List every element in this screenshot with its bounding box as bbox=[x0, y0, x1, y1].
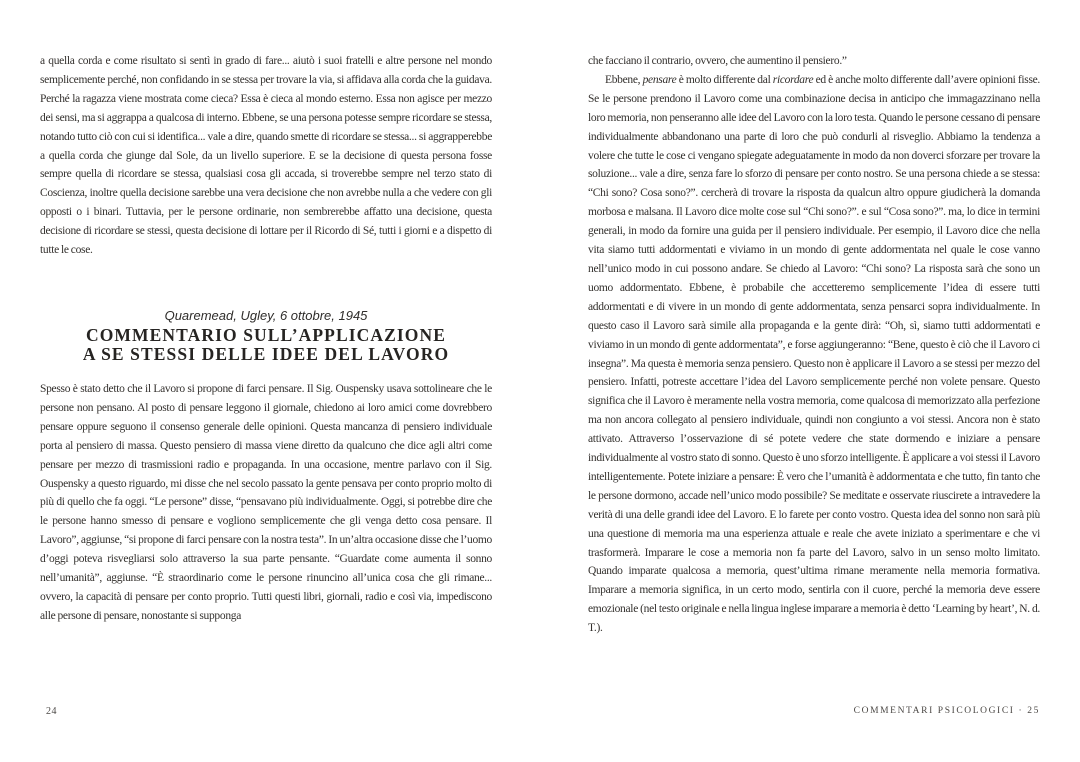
running-footer-separator: · bbox=[1018, 706, 1024, 716]
body-paragraph bbox=[40, 380, 492, 626]
text-run: Spesso è stato detto che il Lavoro si propone di farci pensare. Il Sig. Ouspensky usava sottolineare che le persone non pensano. Al posto di pensare leggono il giornale, chiedono ai loro amici come dovrebbero pensare oppure seguono il consenso generale delle opinioni. Questa mancanza di pensiero individuale porta al pensiero di massa. Questo pensiero di massa viene diretto da qualcuno che dice agli altri come pensare per mezzo di trasmissioni radio e propaganda. In una occasione, mentre parlavo con il Sig. Ouspensky a questo riguardo, mi disse che nel secolo passato la gente pensava per conto proprio molto di più di quello che fa oggi. “Le persone” disse, “pensavano più individualmente. Oggi, si potrebbe dire che le persone hanno smesso di pensare e vogliono semplicemente che gli venga detto cosa pensare. Il Lavoro”, aggiunse, “si propone di farci pensare con la nostra testa”. In un’altra occasione disse che l’uomo d’oggi poteva risvegliarsi solo attraverso la sua parte pensante. “Guardate come aumenta il sonno nell’umanità”, aggiunse. “È straordinario come le persone rinuncino all’unica cosa che gli rimane... ovvero, la capacità di pensare per conto proprio. Tutti questi libri, giornali, radio e così via, impediscono alle persone di pensare, nonostante si supponga bbox=[40, 382, 492, 622]
text-run: a quella corda e come risultato si sentì in grado di fare... aiutò i suoi fratelli e altre persone nel mondo semplicemente perché, non confidando in se stessa per trovare la via, si affidava alla corda che la guidava. Perché la ragazza viene mostrata come cieca? Essa è cieca al mondo esterno. Essa non agisce per mezzo dei sensi, ma si aggrappa a qualcosa di interno. Ebbene, se una persona potesse sempre ricordare se stessa, notando tutto ciò con cui si identifica... vale a dire, quando smette di ricordare se stessa... si aggrapperebbe a quella corda che giunge dal Sole, da un livello superiore. E se la decisione di questa persona fosse sempre quella di ricordare se stessa, qualsiasi cosa gli accada, si troverebbe sempre nel terzo stato di Coscienza, inoltre quella decisione sarebbe una vera decisione che non avrebbe nulla a che vedere con gli opposti o i binari. Tuttavia, per le persone ordinarie, non sembrerebbe affatto una decisione, questa decisione di ricordare se stessi, questa decisione di lottare per il Ricordo di Sé, tutti i giorni e a dispetto di tutte le cose. bbox=[40, 55, 492, 257]
right-column bbox=[588, 52, 1040, 638]
section-title-line-1: COMMENTARIO SULL’APPLICAZIONE bbox=[85, 324, 447, 345]
body-paragraph bbox=[588, 52, 1040, 71]
page-number-left: 24 bbox=[46, 706, 57, 717]
running-footer-title: COMMENTARI PSICOLOGICI bbox=[853, 706, 1015, 716]
text-run: ricordare bbox=[772, 73, 814, 86]
section-title bbox=[40, 326, 492, 365]
text-run: che facciano il contrario, ovvero, che aumentino il pensiero.” bbox=[588, 55, 847, 67]
text-run: Ebbene, bbox=[605, 73, 643, 86]
section-title-line-2: A SE STESSI DELLE IDEE DEL LAVORO bbox=[82, 344, 450, 365]
section-dateline: Quaremead, Ugley, 6 ottobre, 1945 bbox=[164, 307, 368, 323]
page-number-right: 25 bbox=[1027, 706, 1040, 716]
body-paragraph bbox=[40, 52, 492, 260]
text-run: ed è anche molto differente dall’avere opinioni fisse. Se le persone prendono il Lavoro come una combinazione decisa in anticipo che immagazzinano nella loro memoria, non penseranno alle idee del Lavoro con la loro testa. Quando le persone cessano di pensare individualmente abbandonano una parte di loro che può condurli al risveglio. Abbiamo la tendenza a volere che tutte le cose ci vengano spiegate adeguatamente in modo da non doverci sforzare per trovare la soluzione... vale a dire, senza fare lo sforzo di pensare per conto nostro. Se una persona chiede a se stessa: “Chi sono? Cosa sono?”. cercherà di trovare la risposta da qualcun altro oppure giudicherà la domanda morbosa e malsana. Il Lavoro dice molte cose sul “Chi sono?”. e sul “Cosa sono?”. ma, lo dice in termini generali, in modo da fornire una guida per il pensiero individuale. Per esempio, il Lavoro dice che nella vita siamo tutti addormentati e viviamo in un mondo di gente addormentata nel quale le cose vanno nell’unico modo in cui possono andare. Se chiedo al Lavoro: “Chi sono? La risposta sarà che sono un uomo addormentato. Ebbene, è probabile che accetteremo semplicemente l’idea di essere tutti addormentati e di vivere in un mondo di gente addormentata, senza pensarci sopra individualmente. In questo caso il Lavoro sarà simile alla propaganda e la gente dirà: “Oh, sì, siamo tutti addormentati e viviamo in un mondo di gente addormentata”, e forse aggiungeranno: “Bene, questo è ciò che il Lavoro ci insegna”. Ma questa è memoria senza pensiero. Questo non è applicare il Lavoro a se stessi per mezzo del pensiero. Infatti, potreste accettare l’idea del Lavoro semplicemente perché non volete pensare. Questo significa che il Lavoro è meramente nella vostra memoria, come qualcosa di memorizzato alla perfezione ma non ancora collegato al pensiero individuale, quindi non congiunto a voi stessi. Ancora non è stato attivato. Attraverso l’osservazione di sé potete vedere che state dormendo e iniziare a pensare individualmente al vostro stato di sonno. Questo è uno sforzo intelligente. È applicare a voi stessi il Lavoro intelligentemente. Potete iniziare a pensare: È vero che l’umanità è addormentata e che tutto, fin tanto che le persone dormono, accade nell’unico modo possibile? Se meditate e osservate riuscirete a intravedere la verità di una delle grandi idee del Lavoro. E lo farete per conto vostro. Questa idea del sonno non sarà più una questione di memoria ma una esperienza attuale e reale che avete iniziato a sperimentare e che vi trasformerà. Imparare le cose a memoria non fa parte del Lavoro, salvo in un senso molto limitato. Quando imparate qualcosa a memoria, quest’ultima rimane meramente nella memoria formativa. Imparare a memoria significa, in un certo modo, sentirla con il cuore, perché la memoria deve essere emozionale (nel testo originale e nella lingua inglese imparare a memoria è detto ‘Learning by heart’, N. d. T.). bbox=[588, 73, 1040, 635]
body-paragraph bbox=[588, 71, 1040, 638]
running-footer bbox=[854, 706, 1040, 716]
text-run: è molto differente dal bbox=[676, 73, 773, 86]
left-column bbox=[40, 52, 492, 626]
text-run: pensare bbox=[642, 73, 677, 86]
